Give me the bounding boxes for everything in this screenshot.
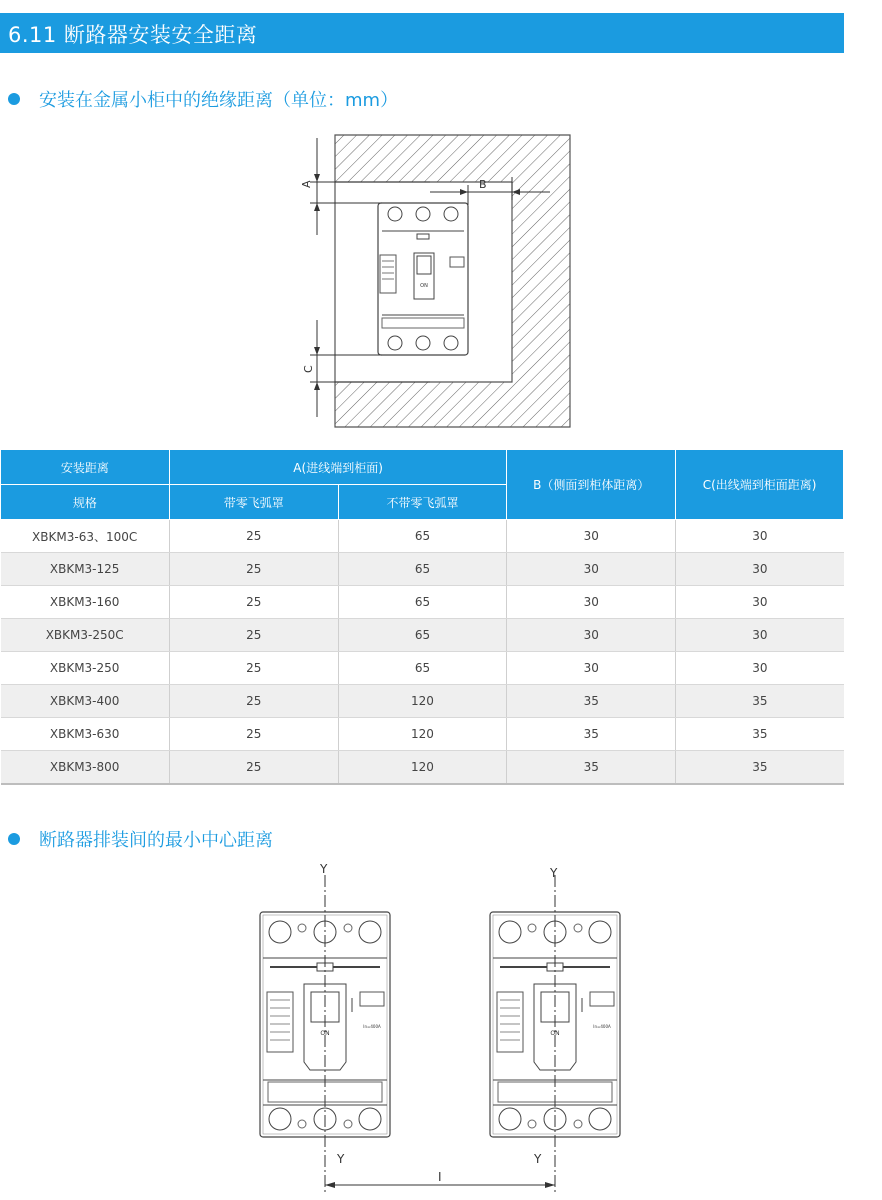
section-title: 安装在金属小柜中的绝缘距离（单位：mm） [39, 90, 399, 111]
section-heading-center-distance [8, 826, 273, 852]
dimension-c-label: C [302, 365, 315, 373]
cell-a1: 25 [169, 751, 338, 785]
cell-b: 30 [507, 619, 676, 652]
cell-c: 30 [676, 652, 844, 685]
bullet-dot-icon [8, 93, 20, 105]
cell-c: 30 [676, 553, 844, 586]
svg-text:In=400A: In=400A [363, 1024, 381, 1029]
svg-text:ON: ON [420, 283, 428, 289]
section-heading-insulation [8, 86, 398, 112]
cell-b: 35 [507, 718, 676, 751]
cell-c: 35 [676, 751, 844, 785]
cell-a2: 120 [338, 685, 507, 718]
cell-b: 30 [507, 586, 676, 619]
header-spec: 规格 [1, 485, 170, 520]
breaker-drawing [378, 203, 468, 355]
cell-a1: 25 [169, 586, 338, 619]
cell-a1: 25 [169, 619, 338, 652]
cell-b: 35 [507, 751, 676, 785]
cell-model: XBKM3-250C [1, 619, 170, 652]
dimension-a-label: A [300, 180, 313, 188]
table-row [1, 586, 844, 619]
cell-a2: 120 [338, 751, 507, 785]
header-a: A(进线端到柜面) [169, 450, 507, 485]
cell-a1: 25 [169, 553, 338, 586]
axis-y-label: Y [320, 862, 328, 876]
header-c: C(出线端到柜面距离) [676, 450, 844, 520]
svg-text:ON: ON [550, 1030, 560, 1037]
header-a-with-arc-cover: 带零飞弧罩 [169, 485, 338, 520]
cell-model: XBKM3-250 [1, 652, 170, 685]
cell-c: 30 [676, 520, 844, 553]
cell-model: XBKM3-400 [1, 685, 170, 718]
table-row [1, 553, 844, 586]
cell-b: 35 [507, 685, 676, 718]
cell-a2: 65 [338, 520, 507, 553]
section-title: 断路器排装间的最小中心距离 [39, 830, 273, 851]
title-bar [0, 13, 844, 53]
bullet-dot-icon [8, 833, 20, 845]
svg-text:ON: ON [320, 1030, 330, 1037]
svg-text:In=400A: In=400A [593, 1024, 611, 1029]
cell-a2: 65 [338, 619, 507, 652]
cell-a2: 65 [338, 652, 507, 685]
cell-a1: 25 [169, 652, 338, 685]
table-row [1, 685, 844, 718]
header-b: B（侧面到柜体距离） [507, 450, 676, 520]
table-row [1, 718, 844, 751]
cell-model: XBKM3-630 [1, 718, 170, 751]
cell-model: XBKM3-800 [1, 751, 170, 785]
cell-c: 30 [676, 586, 844, 619]
breaker-spacing-diagram [240, 855, 640, 1195]
axis-y-label: Y [550, 866, 558, 880]
table-row [1, 751, 844, 785]
cabinet-clearance-diagram [290, 125, 590, 430]
axis-y-label: Y [337, 1152, 345, 1166]
cell-c: 35 [676, 685, 844, 718]
cell-b: 30 [507, 652, 676, 685]
cell-a2: 65 [338, 586, 507, 619]
cell-model: XBKM3-63、100C [1, 520, 170, 553]
cell-b: 30 [507, 553, 676, 586]
cell-a1: 25 [169, 685, 338, 718]
cell-b: 30 [507, 520, 676, 553]
page-title: 6.11 断路器安装安全距离 [8, 23, 258, 47]
cell-model: XBKM3-125 [1, 553, 170, 586]
cell-model: XBKM3-160 [1, 586, 170, 619]
dimension-i [325, 1170, 555, 1188]
header-a-without-arc-cover: 不带零飞弧罩 [338, 485, 507, 520]
cell-a2: 120 [338, 718, 507, 751]
dimension-b-label: B [479, 178, 487, 191]
header-install-distance: 安装距离 [1, 450, 170, 485]
cell-a2: 65 [338, 553, 507, 586]
clearance-table [0, 449, 844, 785]
table-row [1, 619, 844, 652]
table-row [1, 652, 844, 685]
cell-a1: 25 [169, 520, 338, 553]
cell-a1: 25 [169, 718, 338, 751]
cell-c: 35 [676, 718, 844, 751]
dimension-i-label: I [438, 1170, 442, 1184]
axis-y-label: Y [534, 1152, 542, 1166]
cell-c: 30 [676, 619, 844, 652]
table-row [1, 520, 844, 553]
